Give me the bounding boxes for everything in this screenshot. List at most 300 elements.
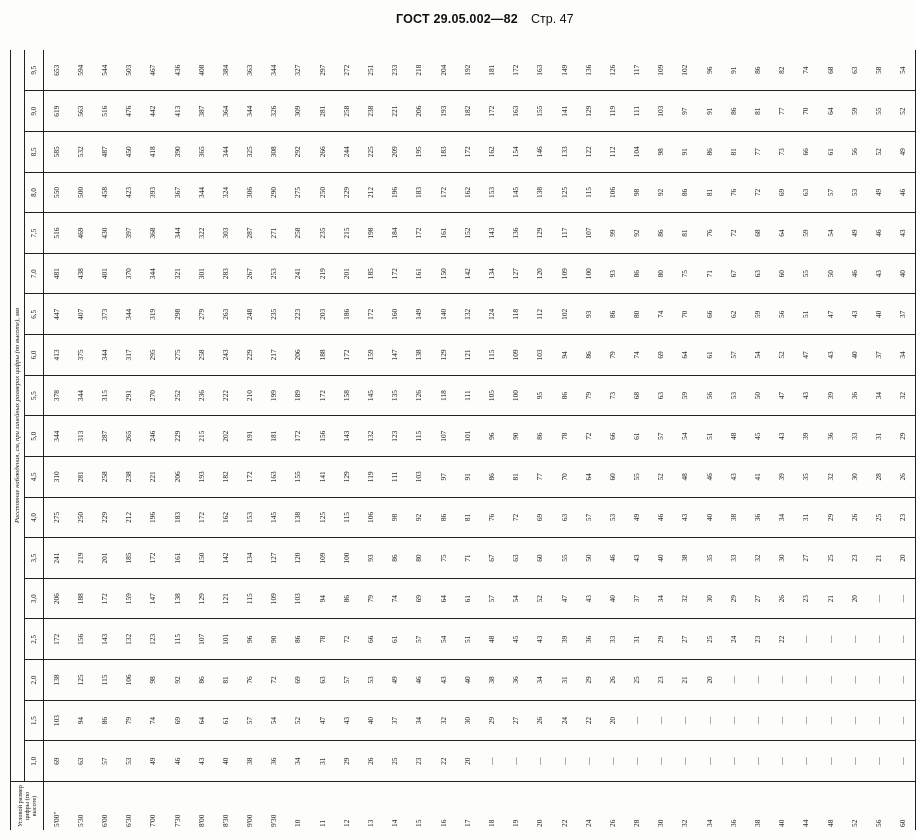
distance-cell: 115 [576, 172, 600, 213]
distance-cell: — [697, 700, 721, 741]
distance-cell: — [528, 741, 552, 782]
distance-cell: 172 [92, 578, 116, 619]
distance-cell: 29 [479, 700, 503, 741]
distance-cell: 43 [721, 457, 745, 498]
distance-cell: 191 [238, 416, 262, 457]
distance-cell: 52 [286, 700, 310, 741]
distance-cell: 423 [117, 172, 141, 213]
distance-cell: 206 [407, 91, 431, 132]
distance-cell: 97 [673, 91, 697, 132]
distance-cell: 26 [528, 700, 552, 741]
distance-cell: 76 [238, 660, 262, 701]
distance-cell: 136 [504, 213, 528, 254]
distance-cell: 147 [383, 335, 407, 376]
angle-cell: 32 [673, 782, 697, 831]
distance-cell: 469 [68, 213, 92, 254]
distance-cell: 172 [44, 619, 69, 660]
distance-cell: 64 [431, 578, 455, 619]
distance-cell: 198 [358, 213, 382, 254]
distance-cell: 54 [745, 335, 769, 376]
distance-cell: 183 [431, 132, 455, 173]
distance-cell: 125 [68, 660, 92, 701]
distance-cell: 61 [697, 335, 721, 376]
distance-cell: 72 [504, 497, 528, 538]
distance-cell: 69 [44, 741, 69, 782]
distance-cell: 122 [576, 132, 600, 173]
distance-cell: — [673, 741, 697, 782]
distance-cell: 103 [649, 91, 673, 132]
angle-cell: 52 [842, 782, 866, 831]
distance-cell: 29 [649, 619, 673, 660]
distance-cell: 23 [891, 497, 916, 538]
distance-cell: 373 [92, 294, 116, 335]
distance-cell: — [818, 700, 842, 741]
distance-cell: 93 [576, 294, 600, 335]
distance-cell: 202 [213, 416, 237, 457]
distance-cell: 86 [745, 50, 769, 91]
distance-cell: 585 [44, 132, 69, 173]
distance-cell: 153 [238, 497, 262, 538]
distance-cell: 26 [358, 741, 382, 782]
size-header: 7,0 [25, 253, 44, 294]
distance-cell: 52 [891, 91, 916, 132]
distance-cell: 270 [141, 375, 165, 416]
table-row [794, 50, 818, 830]
distance-cell: 182 [455, 91, 479, 132]
distance-cell: 367 [165, 172, 189, 213]
distance-cell: 129 [431, 335, 455, 376]
distance-cell: 236 [189, 375, 213, 416]
distance-cell: 287 [238, 213, 262, 254]
distance-cell: 49 [842, 213, 866, 254]
distance-cell: 150 [189, 538, 213, 579]
distance-cell: 101 [213, 619, 237, 660]
distance-cell: 86 [528, 416, 552, 457]
distance-cell: 53 [721, 375, 745, 416]
distance-cell: 28 [866, 457, 890, 498]
size-header: 4,0 [25, 497, 44, 538]
distance-cell: 59 [673, 375, 697, 416]
distance-cell: 344 [238, 91, 262, 132]
distance-cell: 36 [842, 375, 866, 416]
distance-cell: 57 [334, 660, 358, 701]
angle-cell: 5'30 [68, 782, 92, 831]
distance-cell: 50 [818, 253, 842, 294]
distance-cell: 34 [649, 578, 673, 619]
distance-cell: 63 [745, 253, 769, 294]
distance-cell: 123 [141, 619, 165, 660]
distance-cell: 407 [68, 294, 92, 335]
distance-cell: 185 [117, 538, 141, 579]
distance-cell: 51 [697, 416, 721, 457]
table-row [189, 50, 213, 830]
distance-cell: 387 [189, 91, 213, 132]
distance-cell: 532 [68, 132, 92, 173]
distance-cell: 149 [552, 50, 576, 91]
distance-cell: 32 [818, 457, 842, 498]
distance-cell: 325 [238, 132, 262, 173]
distance-cell: 53 [358, 660, 382, 701]
distance-cell: — [504, 741, 528, 782]
distance-cell: 196 [383, 172, 407, 213]
distance-cell: 438 [68, 253, 92, 294]
distance-cell: 86 [431, 497, 455, 538]
distance-cell: 172 [479, 91, 503, 132]
distance-cell: 344 [44, 416, 69, 457]
distance-cell: 46 [891, 172, 916, 213]
distance-cell: 96 [238, 619, 262, 660]
distance-cell: 26 [842, 497, 866, 538]
distance-cell: 248 [238, 294, 262, 335]
distance-cell: 48 [721, 416, 745, 457]
distance-cell: 153 [479, 172, 503, 213]
distance-cell: 243 [213, 335, 237, 376]
distance-cell: 109 [310, 538, 334, 579]
table-row [68, 50, 92, 830]
distance-cell: 21 [866, 538, 890, 579]
table-row [504, 50, 528, 830]
angle-cell: 13 [358, 782, 382, 831]
angle-cell: 48 [818, 782, 842, 831]
table-row [721, 50, 745, 830]
distance-cell: 52 [649, 457, 673, 498]
distance-cell: 134 [479, 253, 503, 294]
size-header: 9,0 [25, 91, 44, 132]
distance-cell: 20 [455, 741, 479, 782]
distance-cell: 98 [625, 172, 649, 213]
distance-cell: 104 [625, 132, 649, 173]
distance-cell: — [891, 619, 916, 660]
distance-cell: 27 [673, 619, 697, 660]
distance-cell: 152 [455, 213, 479, 254]
distance-cell: 43 [189, 741, 213, 782]
distance-cell: — [625, 741, 649, 782]
table-row [431, 50, 455, 830]
distance-cell: 313 [68, 416, 92, 457]
distance-cell: 78 [310, 619, 334, 660]
distance-cell: 32 [891, 375, 916, 416]
distance-cell: 516 [92, 91, 116, 132]
distance-cell: 69 [528, 497, 552, 538]
distance-cell: 33 [721, 538, 745, 579]
distance-cell: 34 [407, 700, 431, 741]
distance-cell: 127 [504, 253, 528, 294]
distance-cell: 74 [141, 700, 165, 741]
distance-cell: 143 [479, 213, 503, 254]
distance-cell: 184 [383, 213, 407, 254]
distance-cell: 126 [600, 50, 624, 91]
distance-cell: 287 [92, 416, 116, 457]
distance-cell: 138 [528, 172, 552, 213]
distance-cell: 319 [141, 294, 165, 335]
distance-cell: 344 [262, 50, 286, 91]
distance-cell: 146 [528, 132, 552, 173]
distance-cell: 172 [407, 213, 431, 254]
distance-cell: 250 [310, 172, 334, 213]
table-row [407, 50, 431, 830]
distance-cell: — [479, 741, 503, 782]
distance-cell: 37 [383, 700, 407, 741]
distance-cell: 147 [141, 578, 165, 619]
distance-cell: 344 [117, 294, 141, 335]
distance-cell: 143 [334, 416, 358, 457]
distance-cell: 172 [334, 335, 358, 376]
distance-cell: 64 [673, 335, 697, 376]
distance-cell: 544 [92, 50, 116, 91]
distance-cell: 103 [44, 700, 69, 741]
distance-cell: 105 [479, 375, 503, 416]
distance-cell: 76 [697, 213, 721, 254]
distance-cell: 66 [697, 294, 721, 335]
distance-cell: 57 [649, 416, 673, 457]
distance-cell: 77 [745, 132, 769, 173]
distance-cell: 46 [697, 457, 721, 498]
angle-cell: 15 [407, 782, 431, 831]
distance-cell: — [721, 700, 745, 741]
distance-cell: 292 [286, 132, 310, 173]
distance-cell: 309 [286, 91, 310, 132]
distance-cell: 79 [358, 578, 382, 619]
distance-cell: 46 [866, 213, 890, 254]
distance-cell: 266 [310, 132, 334, 173]
distance-cell: 32 [431, 700, 455, 741]
distance-cell: 54 [262, 700, 286, 741]
distance-cell: 100 [334, 538, 358, 579]
distance-cell: 86 [649, 213, 673, 254]
distance-cell: 47 [794, 335, 818, 376]
distance-cell: 29 [721, 578, 745, 619]
distance-cell: 344 [68, 375, 92, 416]
distance-cell: 23 [649, 660, 673, 701]
distance-cell: 24 [721, 619, 745, 660]
distance-cell: 107 [431, 416, 455, 457]
distance-cell: 344 [141, 253, 165, 294]
distance-cell: 127 [262, 538, 286, 579]
distance-cell: 31 [552, 660, 576, 701]
distance-cell: 64 [189, 700, 213, 741]
distance-cell: 126 [407, 375, 431, 416]
distance-cell: 271 [262, 213, 286, 254]
distance-cell: 30 [842, 457, 866, 498]
distance-cell: 138 [44, 660, 69, 701]
distance-cell: 43 [842, 294, 866, 335]
distance-cell: 149 [407, 294, 431, 335]
distance-cell: 49 [891, 132, 916, 173]
distance-cell: 368 [141, 213, 165, 254]
distance-cell: 69 [770, 172, 794, 213]
distance-cell: 37 [866, 335, 890, 376]
distance-cell: 54 [673, 416, 697, 457]
angle-cell: 9'30 [262, 782, 286, 831]
angle-cell: 24 [576, 782, 600, 831]
distance-cell: 365 [189, 132, 213, 173]
table-row [455, 50, 479, 830]
distance-cell: 503 [117, 50, 141, 91]
distance-cell: 57 [479, 578, 503, 619]
distance-cell: 161 [431, 213, 455, 254]
distance-cell: 363 [238, 50, 262, 91]
distance-cell: 310 [44, 457, 69, 498]
distance-cell: 34 [866, 375, 890, 416]
distance-cell: 384 [213, 50, 237, 91]
angle-cell: 19 [504, 782, 528, 831]
distance-cell: 63 [794, 172, 818, 213]
distance-cell: 66 [600, 416, 624, 457]
rotated-table-container [10, 50, 908, 830]
distance-cell: 219 [68, 538, 92, 579]
distance-cell: 86 [552, 375, 576, 416]
table-row [673, 50, 697, 830]
distance-cell: 413 [165, 91, 189, 132]
distance-cell: 68 [625, 375, 649, 416]
distance-cell: 59 [745, 294, 769, 335]
distance-cell: 79 [576, 375, 600, 416]
distance-cell: 34 [770, 497, 794, 538]
distance-cell: 91 [673, 132, 697, 173]
distance-cell: 161 [407, 253, 431, 294]
distance-cell: 251 [358, 50, 382, 91]
distance-cell: 30 [770, 538, 794, 579]
distance-cell: — [600, 741, 624, 782]
distance-cell: 120 [528, 253, 552, 294]
distance-cell: 134 [238, 538, 262, 579]
distance-cell: 86 [625, 253, 649, 294]
distance-cell: — [721, 741, 745, 782]
distance-cell: 40 [649, 538, 673, 579]
size-header: 8,5 [25, 132, 44, 173]
distance-cell: — [818, 619, 842, 660]
distance-cell: 442 [141, 91, 165, 132]
distance-cell: 281 [310, 91, 334, 132]
distance-cell: 92 [407, 497, 431, 538]
distance-cell: — [891, 660, 916, 701]
distance-cell: 56 [697, 375, 721, 416]
distance-cell: — [818, 741, 842, 782]
distance-cell: 67 [479, 538, 503, 579]
distance-cell: 43 [576, 578, 600, 619]
distance-cell: 516 [44, 213, 69, 254]
distance-cell: 102 [673, 50, 697, 91]
distance-cell: 295 [141, 335, 165, 376]
distance-cell: 250 [68, 497, 92, 538]
distance-cell: 57 [238, 700, 262, 741]
distance-cell: 69 [286, 660, 310, 701]
distance-cell: 63 [504, 538, 528, 579]
distance-cell: 91 [721, 50, 745, 91]
distance-cell: 125 [552, 172, 576, 213]
distance-cell: 46 [165, 741, 189, 782]
distance-cell: 63 [552, 497, 576, 538]
distance-cell: 25 [383, 741, 407, 782]
distance-cell: 125 [310, 497, 334, 538]
distance-cell: 458 [92, 172, 116, 213]
distance-cell: 92 [625, 213, 649, 254]
distance-cell: 22 [770, 619, 794, 660]
distance-cell: 96 [479, 416, 503, 457]
distance-cell: 32 [745, 538, 769, 579]
distance-cell: 155 [528, 91, 552, 132]
distance-cell: 201 [334, 253, 358, 294]
distance-cell: — [745, 741, 769, 782]
distance-cell: 129 [576, 91, 600, 132]
distance-cell: 74 [649, 294, 673, 335]
table-row [310, 50, 334, 830]
distance-cell: 39 [770, 457, 794, 498]
distance-cell: 74 [383, 578, 407, 619]
distance-cell: 326 [262, 91, 286, 132]
distance-cell: 34 [528, 660, 552, 701]
distance-cell: 46 [649, 497, 673, 538]
distance-cell: 378 [44, 375, 69, 416]
distance-cell: 344 [92, 335, 116, 376]
distance-cell: 72 [576, 416, 600, 457]
distance-cell: 212 [358, 172, 382, 213]
distance-cell: 49 [625, 497, 649, 538]
distance-cell: 267 [238, 253, 262, 294]
table-row [92, 50, 116, 830]
distance-cell: 40 [891, 253, 916, 294]
distance-cell: 57 [92, 741, 116, 782]
distance-cell: 172 [238, 457, 262, 498]
distance-cell: — [673, 700, 697, 741]
distance-cell: 96 [697, 50, 721, 91]
distance-cell: 233 [383, 50, 407, 91]
distance-cell: 217 [262, 335, 286, 376]
distance-cell: 62 [721, 294, 745, 335]
distance-cell: 43 [673, 497, 697, 538]
distance-cell: 447 [44, 294, 69, 335]
distance-cell: 111 [625, 91, 649, 132]
distance-cell: — [866, 578, 890, 619]
distance-cell: 86 [697, 132, 721, 173]
size-header: 7,5 [25, 213, 44, 254]
distance-cell: 35 [794, 457, 818, 498]
distance-cell: 188 [68, 578, 92, 619]
table-caption: Расстояние наблюдения, см, при линейных размерах цифры (по высоте), мм [11, 50, 25, 782]
distance-cell: — [794, 741, 818, 782]
table-row [891, 50, 916, 830]
distance-cell: 61 [455, 578, 479, 619]
distance-cell: 476 [117, 91, 141, 132]
standard-code: ГОСТ 29.05.002—82 [396, 12, 518, 26]
distance-cell: 121 [455, 335, 479, 376]
distance-cell: 215 [334, 213, 358, 254]
distance-cell: 63 [310, 660, 334, 701]
distance-cell: 103 [528, 335, 552, 376]
distance-cell: 162 [455, 172, 479, 213]
distance-cell: 34 [891, 335, 916, 376]
distance-cell: 81 [697, 172, 721, 213]
distance-cell: 57 [576, 497, 600, 538]
distance-cell: 94 [310, 578, 334, 619]
distance-cell: 86 [189, 660, 213, 701]
distance-cell: 29 [334, 741, 358, 782]
distance-cell: 53 [117, 741, 141, 782]
distance-cell: 55 [794, 253, 818, 294]
distance-cell: 86 [479, 457, 503, 498]
distance-cell: 27 [504, 700, 528, 741]
table-row [479, 50, 503, 830]
distance-cell: 124 [479, 294, 503, 335]
distance-cell: 221 [141, 457, 165, 498]
distance-cell: 279 [189, 294, 213, 335]
table-row [213, 50, 237, 830]
distance-cell: 229 [238, 335, 262, 376]
distance-cell: — [866, 619, 890, 660]
distance-cell: 120 [286, 538, 310, 579]
distance-cell: 93 [358, 538, 382, 579]
distance-cell: 39 [794, 416, 818, 457]
